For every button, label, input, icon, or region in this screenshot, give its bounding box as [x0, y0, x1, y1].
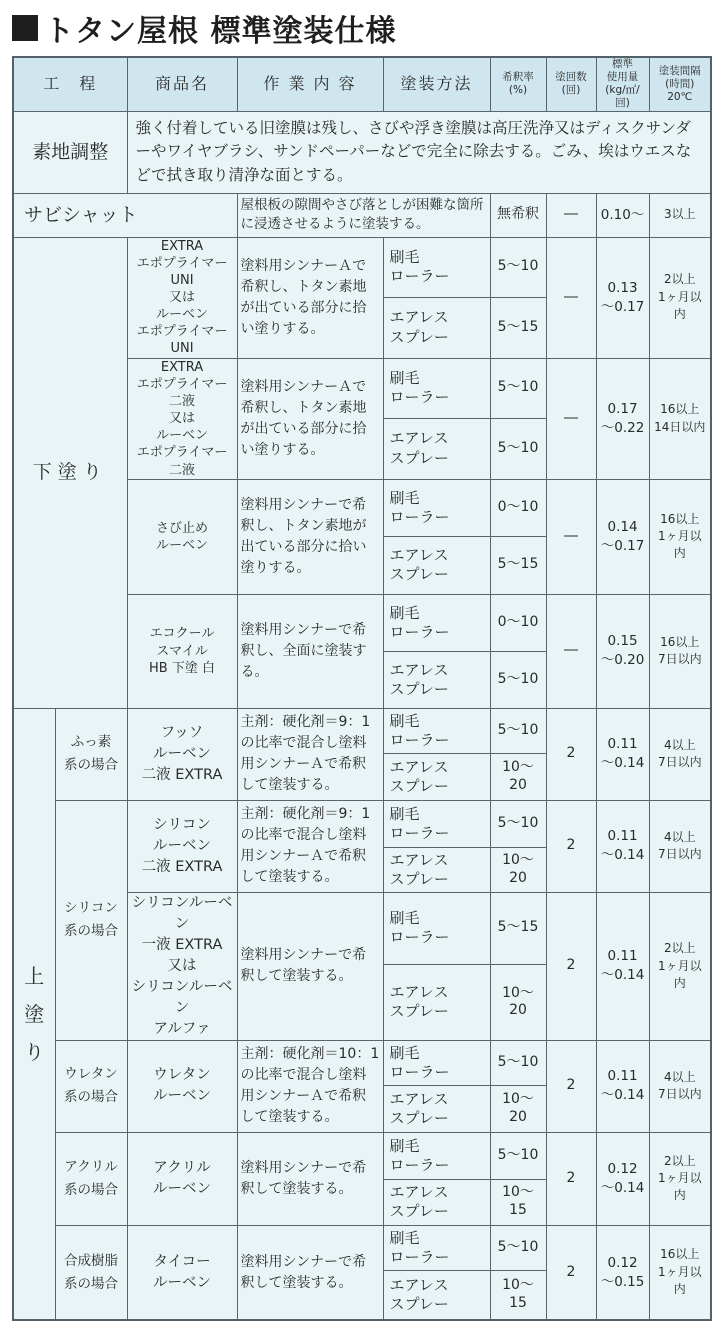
dilution-airless-spray: 10～15: [490, 1270, 546, 1320]
method-airless-spray: エアレス スプレー: [383, 1179, 490, 1225]
work-description: 塗料用シンナーで希釈し、トタン素地が出ている部分に拾い塗りする。: [237, 479, 383, 594]
coats-value: 2: [546, 1225, 596, 1320]
interval-value: 2以上 1ヶ月以内: [649, 237, 711, 358]
product-name: さび止め ルーベン: [127, 479, 237, 594]
sabishut-coats: ―: [546, 193, 596, 237]
dilution-airless-spray: 10～20: [490, 965, 546, 1041]
product-name: フッソ ルーベン 二液 EXTRA: [127, 708, 237, 800]
interval-value: 16以上 14日以内: [649, 358, 711, 479]
dilution-airless-spray: 10～20: [490, 1085, 546, 1132]
method-airless-spray: エアレス スプレー: [383, 1085, 490, 1132]
coats-value: ―: [546, 594, 596, 708]
method-brush-roller: 刷毛 ローラー: [383, 1040, 490, 1085]
prep-label: 素地調整: [13, 111, 127, 193]
dilution-airless-spray: 5～15: [490, 536, 546, 594]
method-airless-spray: エアレス スプレー: [383, 536, 490, 594]
product-name: シリコン ルーベン 二液 EXTRA: [127, 800, 237, 892]
dilution-brush-roller: 5～10: [490, 1225, 546, 1270]
method-airless-spray: エアレス スプレー: [383, 297, 490, 358]
method-brush-roller: 刷毛 ローラー: [383, 1132, 490, 1179]
coats-value: 2: [546, 800, 596, 892]
dilution-brush-roller: 5～10: [490, 237, 546, 297]
work-description: 塗料用シンナーで希釈して塗装する。: [237, 1225, 383, 1320]
coats-value: ―: [546, 237, 596, 358]
square-bullet-icon: [12, 15, 38, 41]
product-name: アクリル ルーベン: [127, 1132, 237, 1225]
coats-value: 2: [546, 892, 596, 1040]
interval-value: 2以上 1ヶ月以内: [649, 892, 711, 1040]
dilution-brush-roller: 5～15: [490, 892, 546, 964]
topcoat-group-label: ウレタン 系の場合: [55, 1040, 127, 1132]
interval-value: 4以上 7日以内: [649, 708, 711, 800]
product-name: エコクール スマイル HB 下塗 白: [127, 594, 237, 708]
method-brush-roller: 刷毛 ローラー: [383, 594, 490, 651]
product-name: シリコンルーベン 一液 EXTRA 又は シリコンルーベン アルファ: [127, 892, 237, 1040]
method-airless-spray: エアレス スプレー: [383, 651, 490, 708]
method-brush-roller: 刷毛 ローラー: [383, 708, 490, 753]
sabishut-interval: 3以上: [649, 193, 711, 237]
amount-value: 0.11 ～0.14: [596, 708, 649, 800]
dilution-brush-roller: 5～10: [490, 1132, 546, 1179]
prep-row: [13, 111, 711, 193]
amount-value: 0.15 ～0.20: [596, 594, 649, 708]
coats-value: 2: [546, 1132, 596, 1225]
dilution-airless-spray: 5～15: [490, 297, 546, 358]
dilution-airless-spray: 10～15: [490, 1179, 546, 1225]
topcoat-group-label: 合成樹脂 系の場合: [55, 1225, 127, 1320]
topcoat-group-label: アクリル 系の場合: [55, 1132, 127, 1225]
coats-value: ―: [546, 479, 596, 594]
product-name: EXTRA エポプライマー二液 又は ルーベン エポプライマー二液: [127, 358, 237, 479]
work-description: 主剤：硬化剤＝9：1の比率で混合し塗料用シンナーＡで希釈して塗装する。: [237, 800, 383, 892]
table-body: [13, 57, 711, 1320]
topcoat-group-label: ふっ素 系の場合: [55, 708, 127, 800]
method-brush-roller: 刷毛 ローラー: [383, 800, 490, 847]
work-description: 主剤：硬化剤＝9：1の比率で混合し塗料用シンナーＡで希釈して塗装する。: [237, 708, 383, 800]
method-airless-spray: エアレス スプレー: [383, 1270, 490, 1320]
amount-value: 0.17 ～0.22: [596, 358, 649, 479]
sabishut-amount: 0.10～: [596, 193, 649, 237]
page-title: [12, 6, 396, 50]
table-row: [13, 708, 711, 753]
undercoat-label: 下塗り: [13, 237, 127, 708]
amount-value: 0.12 ～0.15: [596, 1225, 649, 1320]
dilution-brush-roller: 5～10: [490, 1040, 546, 1085]
amount-value: 0.11 ～0.14: [596, 1040, 649, 1132]
sabishut-work: 屋根板の隙間やさび落としが困難な箇所に浸透させるように塗装する。: [237, 193, 490, 237]
table-row: [13, 1132, 711, 1179]
interval-value: 2以上 1ヶ月以内: [649, 1132, 711, 1225]
header-process: 工 程: [13, 57, 127, 111]
method-airless-spray: エアレス スプレー: [383, 418, 490, 479]
work-description: 塗料用シンナーで希釈して塗装する。: [237, 1132, 383, 1225]
product-name: ウレタン ルーベン: [127, 1040, 237, 1132]
header-product: 商品名: [127, 57, 237, 111]
work-description: 塗料用シンナーで希釈し、全面に塗装する。: [237, 594, 383, 708]
dilution-airless-spray: 10～20: [490, 847, 546, 892]
dilution-brush-roller: 5～10: [490, 358, 546, 418]
method-brush-roller: 刷毛 ローラー: [383, 892, 490, 964]
product-name: EXTRA エポプライマーUNI 又は ルーベン エポプライマーUNI: [127, 237, 237, 358]
work-description: 塗料用シンナーで希釈して塗装する。: [237, 892, 383, 1040]
dilution-airless-spray: 10～20: [490, 753, 546, 800]
interval-value: 16以上 1ヶ月以内: [649, 1225, 711, 1320]
table-row: [13, 800, 711, 847]
work-description: 主剤：硬化剤＝10：1の比率で混合し塗料用シンナーＡで希釈して塗装する。: [237, 1040, 383, 1132]
header-work: 作 業 内 容: [237, 57, 383, 111]
dilution-brush-roller: 5～10: [490, 708, 546, 753]
sabishut-row: [13, 193, 711, 237]
interval-value: 16以上 1ヶ月以内: [649, 479, 711, 594]
method-brush-roller: 刷毛 ローラー: [383, 358, 490, 418]
header-amount: 標準 使用量 (kg/㎡/回): [596, 57, 649, 111]
method-airless-spray: エアレス スプレー: [383, 965, 490, 1041]
product-name: タイコー ルーベン: [127, 1225, 237, 1320]
coats-value: ―: [546, 358, 596, 479]
amount-value: 0.14 ～0.17: [596, 479, 649, 594]
coats-value: 2: [546, 708, 596, 800]
table-row: [13, 1040, 711, 1085]
dilution-brush-roller: 0～10: [490, 479, 546, 536]
dilution-brush-roller: 5～10: [490, 800, 546, 847]
dilution-brush-roller: 0～10: [490, 594, 546, 651]
interval-value: 4以上 7日以内: [649, 800, 711, 892]
dilution-airless-spray: 5～10: [490, 418, 546, 479]
sabishut-product: サビシャット: [13, 193, 237, 237]
table-row: [13, 237, 711, 297]
method-brush-roller: 刷毛 ローラー: [383, 1225, 490, 1270]
work-description: 塗料用シンナーＡで希釈し、トタン素地が出ている部分に拾い塗りする。: [237, 237, 383, 358]
method-brush-roller: 刷毛 ローラー: [383, 237, 490, 297]
amount-value: 0.11 ～0.14: [596, 892, 649, 1040]
table-row: [13, 1225, 711, 1270]
interval-value: 16以上 7日以内: [649, 594, 711, 708]
paint-spec-table: [12, 56, 712, 1321]
topcoat-group-label: シリコン 系の場合: [55, 800, 127, 1040]
dilution-airless-spray: 5～10: [490, 651, 546, 708]
prep-text: 強く付着している旧塗膜は残し、さびや浮き塗膜は高圧洗浄又はディスクサンダーやワイヤブラシ、サンドペーパーなどで完全に除去する。ごみ、埃はウエスなどで拭き取り清浄な面とする。: [127, 111, 711, 193]
sabishut-dilution: 無希釈: [490, 193, 546, 237]
header-method: 塗装方法: [383, 57, 490, 111]
amount-value: 0.11 ～0.14: [596, 800, 649, 892]
method-airless-spray: エアレス スプレー: [383, 847, 490, 892]
coats-value: 2: [546, 1040, 596, 1132]
header-dilution: 希釈率 (%): [490, 57, 546, 111]
header-coats: 塗回数 (回): [546, 57, 596, 111]
topcoat-label: 上 塗 り: [13, 708, 55, 1320]
method-airless-spray: エアレス スプレー: [383, 753, 490, 800]
page-title-text: トタン屋根 標準塗装仕様: [44, 14, 397, 49]
method-brush-roller: 刷毛 ローラー: [383, 479, 490, 536]
header-row: [13, 57, 711, 111]
interval-value: 4以上 7日以内: [649, 1040, 711, 1132]
work-description: 塗料用シンナーＡで希釈し、トタン素地が出ている部分に拾い塗りする。: [237, 358, 383, 479]
amount-value: 0.12 ～0.14: [596, 1132, 649, 1225]
header-interval: 塗装間隔 (時間) 20℃: [649, 57, 711, 111]
amount-value: 0.13 ～0.17: [596, 237, 649, 358]
